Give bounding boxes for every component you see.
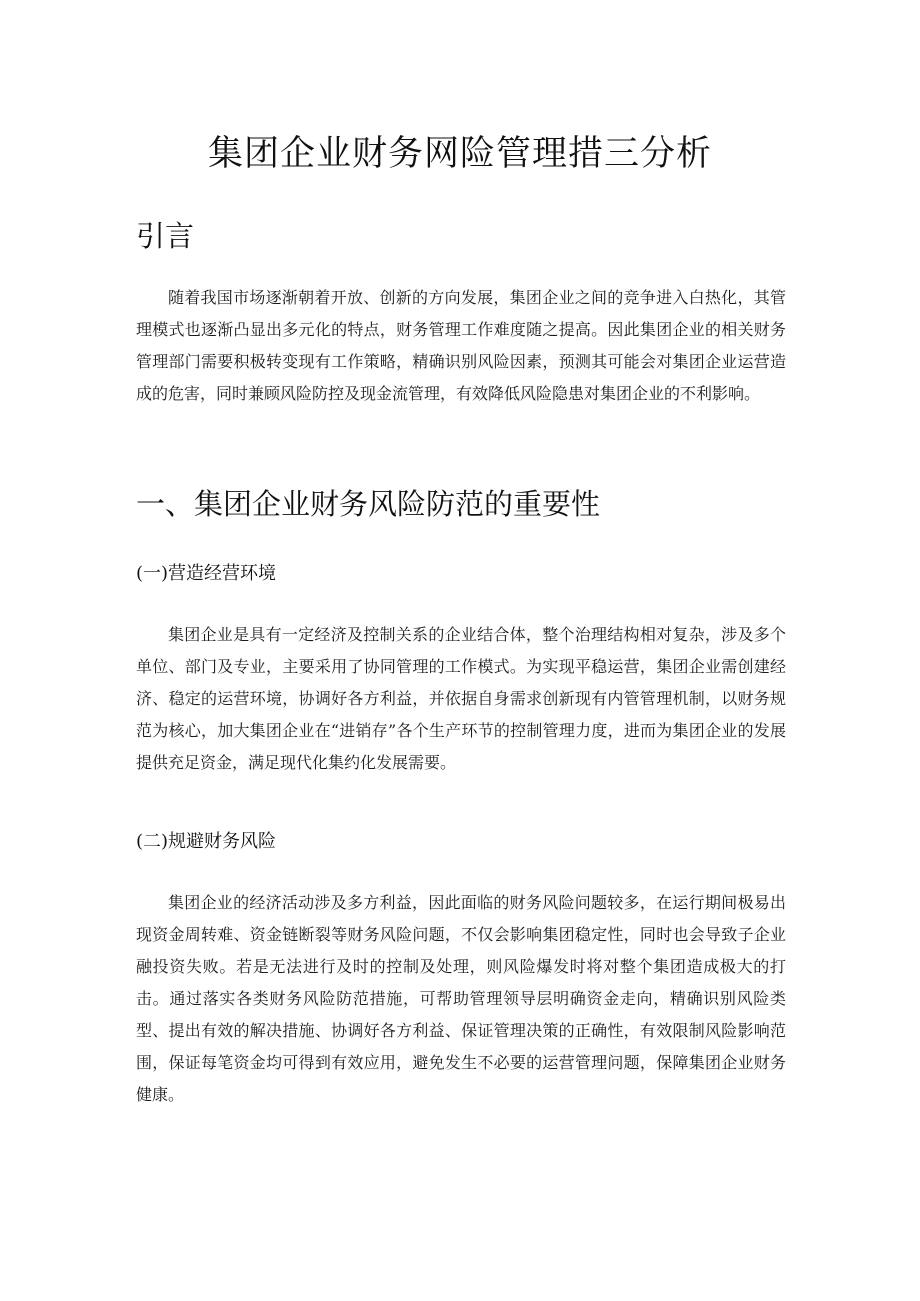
section-1-heading: 一、集团企业财务风险防范的重要性: [136, 487, 601, 521]
section-1-1-paragraph: 集团企业是具有一定经济及控制关系的企业结合体，整个治理结构相对复杂，涉及多个单位、部门及专业，主要采用了协同管理的工作模式。为实现平稳运营，集团企业需创建经济、稳定的运营环境，协调好各方利益，并依据自身需求创新现有内管管理机制，以财务规范为核心，加大集团企业在“进销存”各个生产环节的控制管理力度，进而为集团企业的发展提供充足资金，满足现代化集约化发展需要。: [136, 625, 786, 772]
document-title: 集团企业财务网险管理措三分析: [207, 134, 712, 174]
intro-heading: 引言: [136, 219, 195, 253]
section-1-2-heading: (二)规避财务风险: [136, 831, 277, 852]
intro-paragraph: 随着我国市场逐渐朝着开放、创新的方向发展，集团企业之间的竞争进入白热化，其管理模式也逐渐凸显出多元化的特点，财务管理工作难度随之提高。因此集团企业的相关财务管理部门需要积极转变现有工作策略，精确识别风险因素，预测其可能会对集团企业运营造成的危害，同时兼顾风险防控及现金流管理，有效降低风险隐患对集团企业的不利影响。: [136, 288, 786, 403]
section-1-2-paragraph: 集团企业的经济活动涉及多方利益，因此面临的财务风险问题较多，在运行期间极易出现资金周转难、资金链断裂等财务风险问题，不仅会影响集团稳定性，同时也会导致子企业融投资失败。若是无法进行及时的控制及处理，则风险爆发时将对整个集团造成极大的打击。通过落实各类财务风险防范措施，可帮助管理领导层明确资金走向，精确识别风险类型、提出有效的解决措施、协调好各方利益、保证管理决策的正确性，有效限制风险影响范围，保证每笔资金均可得到有效应用，避免发生不必要的运营管理问题，保障集团企业财务健康。: [136, 893, 786, 1104]
section-1-1-heading: (一)营造经营环境: [136, 563, 277, 584]
